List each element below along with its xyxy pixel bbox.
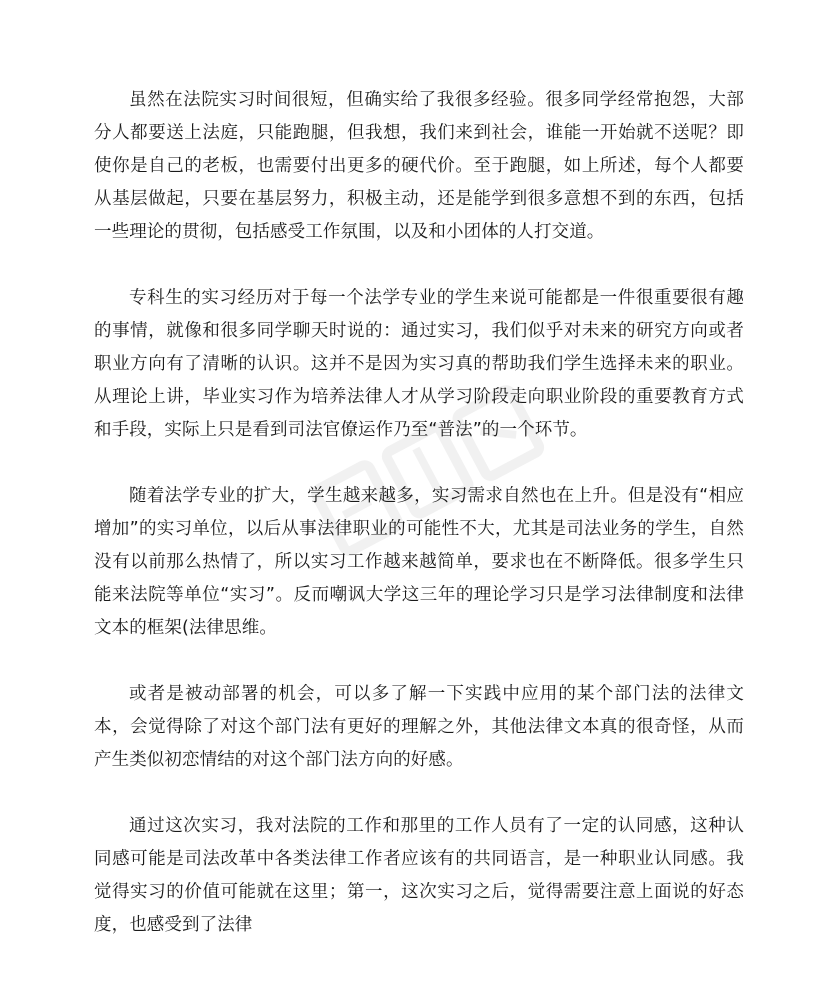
document-body: [94, 84, 744, 942]
paragraph-4: 或者是被动部署的机会，可以多了解一下实践中应用的某个部门法的法律文本，会觉得除了对这个部门法有更好的理解之外，其他法律文本真的很奇怪，从而产生类似初恋情结的对这个部门法方向的好感。: [94, 684, 744, 770]
paragraph-1: 虽然在法院实习时间很短，但确实给了我很多经验。很多同学经常抱怨，大部分人都要送上法庭，只能跑腿，但我想，我们来到社会，谁能一开始就不送呢？即使你是自己的老板，也需要付出更多的硬代价。至于跑腿，如上所述，每个人都要从基层做起，只要在基层努力，积极主动，还是能学到很多意想不到的东西，包括一些理论的贯彻，包括感受工作氛围，以及和小团体的人打交道。: [94, 90, 744, 242]
paragraph-2: 专科生的实习经历对于每一个法学专业的学生来说可能都是一件很重要很有趣的事情，就像和很多同学聊天时说的：通过实习，我们似乎对未来的研究方向或者职业方向有了清晰的认识。这并不是因为实习真的帮助我们学生选择未来的职业。从理论上讲，毕业实习作为培养法律人才从学习阶段走向职业阶段的重要教育方式和手段，实际上只是看到司法官僚运作乃至“普法”的一个环节。: [94, 288, 744, 440]
paragraph-5: 通过这次实习，我对法院的工作和那里的工作人员有了一定的认同感，这种认同感可能是司法改革中各类法律工作者应该有的共同语言，是一种职业认同感。我觉得实习的价值可能就在这里；第一，这次实习之后，觉得需要注意上面说的好态度，也感受到了法律: [94, 816, 744, 935]
paragraph-3: 随着法学专业的扩大，学生越来越多，实习需求自然也在上升。但是没有“相应增加”的实习单位，以后从事法律职业的可能性不大，尤其是司法业务的学生，自然没有以前那么热情了，所以实习工作越来越简单，要求也在不断降低。很多学生只能来法院等单位“实习”。反而嘲讽大学这三年的理论学习只是学习法律制度和法律文本的框架(法律思维。: [94, 486, 744, 638]
